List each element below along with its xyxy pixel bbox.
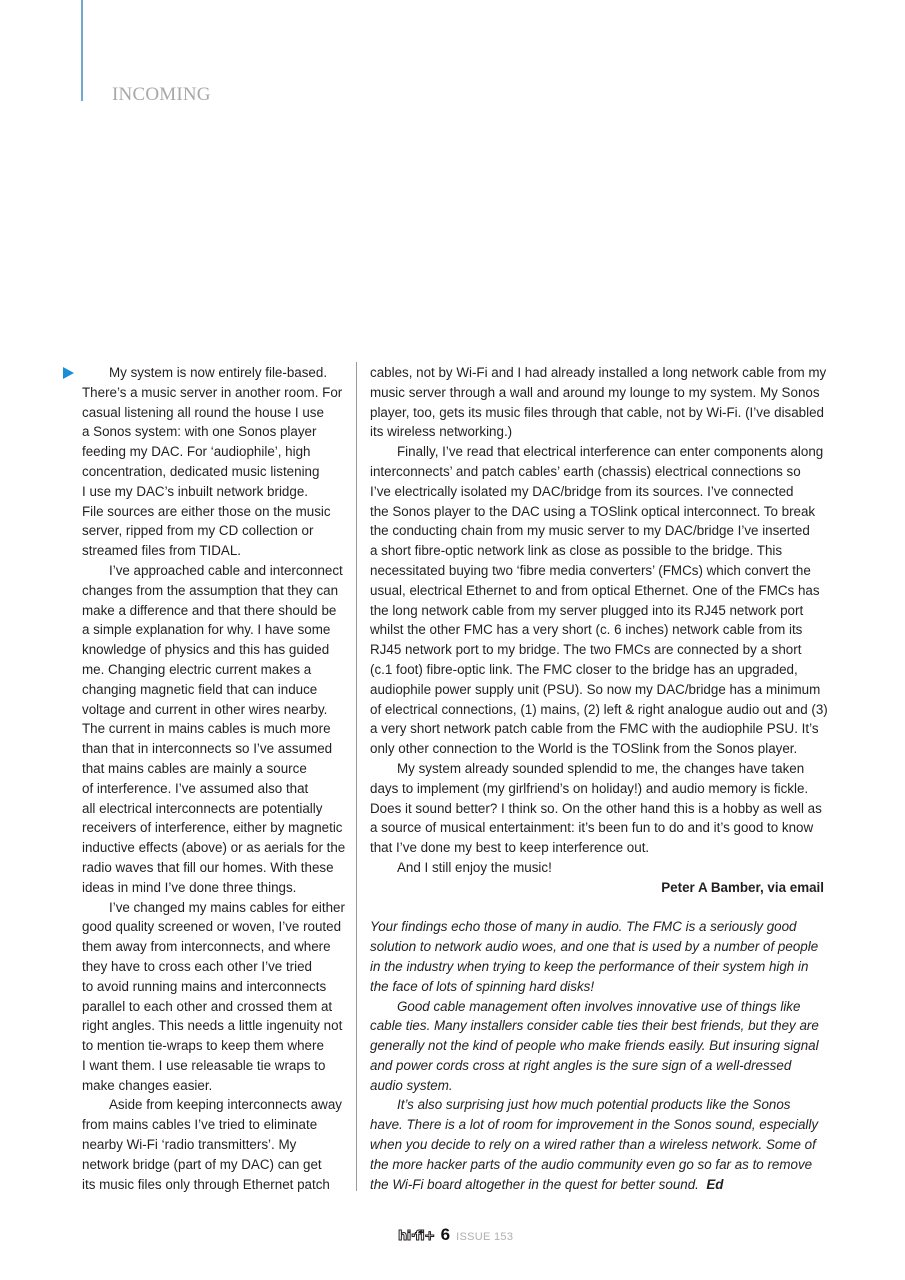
text-line: parallel to each other and crossed them at — [82, 998, 333, 1014]
text-line: Does it sound better? I think so. On the other hand this is a hobby as well as — [370, 800, 822, 816]
text-line: network bridge (part of my DAC) can get — [82, 1156, 322, 1172]
text-line: RJ45 network port to my bridge. The two FMCs are connected by a short — [370, 642, 802, 658]
text-line: casual listening all round the house I use — [82, 404, 324, 420]
text-line: to avoid running mains and interconnects — [82, 978, 327, 994]
text-line: me. Changing electric current makes a — [82, 661, 312, 677]
text-line: the Sonos player to the DAC using a TOSlink optical interconnect. To break — [370, 503, 816, 519]
text-line: Finally, I’ve read that electrical interference can enter components along — [397, 444, 824, 460]
text-line: knowledge of physics and this has guided — [82, 642, 330, 658]
text-line: cables, not by Wi-Fi and I had already installed a long network cable from my — [370, 365, 827, 380]
editor-reply-line — [370, 1095, 828, 1115]
letter-left-column — [82, 363, 348, 1194]
text-line: the long network cable from my server plugged into its RJ45 network port — [370, 602, 804, 618]
text-line: usual, electrical Ethernet to and from optical Ethernet. One of the FMCs has — [370, 582, 820, 598]
text-line: My system is now entirely file-based. — [109, 365, 328, 380]
text-line: streamed files from TIDAL. — [82, 543, 242, 559]
editor-reply-line — [370, 1076, 828, 1096]
text-line: (c.1 foot) fibre-optic link. The FMC closer to the bridge has an upgraded, — [370, 661, 798, 677]
text-line: than that in interconnects so I’ve assumed — [82, 741, 333, 757]
editor-reply-line — [370, 1056, 828, 1076]
text-line: days to implement (my girlfriend’s on holiday!) and audio memory is fickle. — [370, 780, 809, 796]
spacer — [370, 898, 828, 918]
reply-text: have. There is a lot of room for improvement in the Sonos sound, especially — [370, 1117, 819, 1133]
reply-text: and power cords cross at right angles is the sure sign of a well-dressed — [370, 1057, 792, 1073]
text-line: player, too, gets its music files through that cable, not by Wi-Fi. (I’ve disabled — [370, 404, 824, 420]
text-line: server, ripped from my CD collection or — [82, 523, 314, 539]
text-line: a short fibre-optic network link as close as possible to the bridge. This — [370, 543, 783, 559]
text-line: audiophile power supply unit (PSU). So now my DAC/bridge has a minimum — [370, 681, 821, 697]
text-line: nearby Wi-Fi ‘radio transmitters’. My — [82, 1137, 297, 1153]
editor-signature: Ed — [706, 1176, 724, 1192]
text-line: music server through a wall and around my lounge to my system. My Sonos — [370, 384, 820, 400]
text-line: good quality screened or woven, I’ve routed — [82, 919, 342, 935]
text-line: I’ve electrically isolated my DAC/bridge from its sources. I’ve connected — [370, 483, 794, 499]
editor-reply-line — [370, 1175, 828, 1195]
editor-reply-line — [370, 937, 828, 957]
text-line: I’ve approached cable and interconnect — [109, 562, 343, 578]
text-line: I use my DAC’s inbuilt network bridge. — [82, 483, 308, 499]
reply-text: cable ties. Many installers consider cable ties their best friends, but they are — [370, 1018, 819, 1034]
text-line: from mains cables I’ve tried to eliminate — [82, 1117, 318, 1133]
text-line: only other connection to the World is the TOSlink from the Sonos player. — [370, 741, 798, 757]
text-line: that I’ve done my best to keep interference out. — [370, 840, 650, 856]
reply-text: generally not the kind of people who make friends easily. But insuring signal — [370, 1038, 819, 1054]
text-line: I’ve changed my mains cables for either — [109, 899, 345, 915]
text-line: of interference. I’ve assumed also that — [82, 780, 309, 796]
editor-reply-line — [370, 1135, 828, 1155]
text-line: a Sonos system: with one Sonos player — [82, 424, 317, 440]
editor-reply-line — [370, 977, 828, 997]
reply-text: the Wi-Fi board altogether in the quest for better sound. — [370, 1176, 699, 1192]
text-line: its music files only through Ethernet patch — [82, 1176, 330, 1192]
accent-rule — [81, 0, 83, 101]
text-line: changing magnetic field that can induce — [82, 681, 318, 697]
text-line: feeding my DAC. For ‘audiophile’, high — [82, 444, 311, 460]
text-line: them away from interconnects, and where — [82, 939, 331, 955]
text-line: Aside from keeping interconnects away — [109, 1097, 342, 1113]
text-line: ideas in mind I’ve done three things. — [82, 879, 297, 895]
editor-reply-line — [370, 917, 828, 937]
reply-text: the more hacker parts of the audio community even go so far as to remove — [370, 1156, 813, 1172]
reply-text: It’s also surprising just how much potential products like the Sonos — [397, 1097, 791, 1113]
reply-text: the face of lots of spinning hard disks! — [370, 978, 595, 994]
text-line: a very short network patch cable from the FMC with the audiophile PSU. It’s — [370, 721, 819, 737]
editor-reply-line — [370, 1115, 828, 1135]
reply-text: in the industry when trying to keep the performance of their system high in — [370, 958, 809, 974]
reply-text: Good cable management often involves innovative use of things like — [397, 998, 801, 1014]
text-line: of electrical connections, (1) mains, (2) left & right analogue audio out and (3) — [370, 701, 828, 717]
text-line: voltage and current in other wires nearby. — [82, 701, 328, 717]
text-line: The current in mains cables is much more — [82, 721, 331, 737]
reply-text: solution to network audio woes, and one that is used by a number of people — [370, 939, 819, 955]
text-line: right angles. This needs a little ingenuity not — [82, 1018, 343, 1034]
text-line: whilst the other FMC has a very short (c. 6 inches) network cable from its — [370, 622, 803, 638]
text-line: concentration, dedicated music listening — [82, 463, 320, 479]
editor-reply-line — [370, 1016, 828, 1036]
text-line: make changes easier. — [82, 1077, 213, 1093]
text-line: File sources are either those on the music — [82, 503, 331, 519]
text-line: changes from the assumption that they can — [82, 582, 339, 598]
issue-label: ISSUE 153 — [456, 1231, 514, 1243]
text-line: I want them. I use releasable tie wraps to — [82, 1057, 326, 1073]
section-title: INCOMING — [112, 84, 211, 105]
text-line: My system already sounded splendid to me, the changes have taken — [397, 760, 805, 776]
text-line: a simple explanation for why. I have some — [82, 622, 331, 638]
text-line: to mention tie-wraps to keep them where — [82, 1038, 324, 1054]
text-line: receivers of interference, either by magnetic — [82, 820, 343, 836]
text-line: the conducting chain from my music server to my DAC/bridge I’ve inserted — [370, 523, 810, 539]
page-footer — [398, 1225, 513, 1245]
text-line: a source of musical entertainment: it’s been fun to do and it’s good to know — [370, 820, 814, 836]
text-line: And I still enjoy the music! — [397, 859, 552, 875]
text-line: they have to cross each other I’ve tried — [82, 958, 312, 974]
editor-reply-line — [370, 957, 828, 977]
reply-text: when you decide to rely on a wired rather than a wireless network. Some of — [370, 1137, 816, 1153]
text-line: that mains cables are mainly a source — [82, 760, 307, 776]
page-number: 6 — [440, 1225, 451, 1244]
triangle-right-icon — [63, 367, 74, 379]
editor-reply-line — [370, 1155, 828, 1175]
text-line: There’s a music server in another room. For — [82, 384, 343, 400]
letter-right-column — [370, 363, 828, 1194]
reply-text: Your findings echo those of many in audio. The FMC is a seriously good — [370, 919, 797, 935]
text-line: inductive effects (above) or as aerials for the — [82, 840, 346, 856]
editor-reply-line — [370, 1036, 828, 1056]
letter-signature: Peter A Bamber, via email — [661, 879, 824, 895]
reply-text: audio system. — [370, 1077, 453, 1093]
magazine-logo: hi·fi+ — [398, 1229, 435, 1244]
text-line: interconnects’ and patch cables’ earth (chassis) electrical connections so — [370, 463, 801, 479]
text-line: its wireless networking.) — [370, 424, 513, 440]
text-line: necessitated buying two ‘fibre media converters’ (FMCs) which convert the — [370, 562, 811, 578]
text-line: make a difference and that there should be — [82, 602, 337, 618]
text-line: all electrical interconnects are potentially — [82, 800, 323, 816]
editor-reply-line — [370, 997, 828, 1017]
column-divider — [356, 362, 357, 1191]
text-line: radio waves that fill our homes. With these — [82, 859, 334, 875]
